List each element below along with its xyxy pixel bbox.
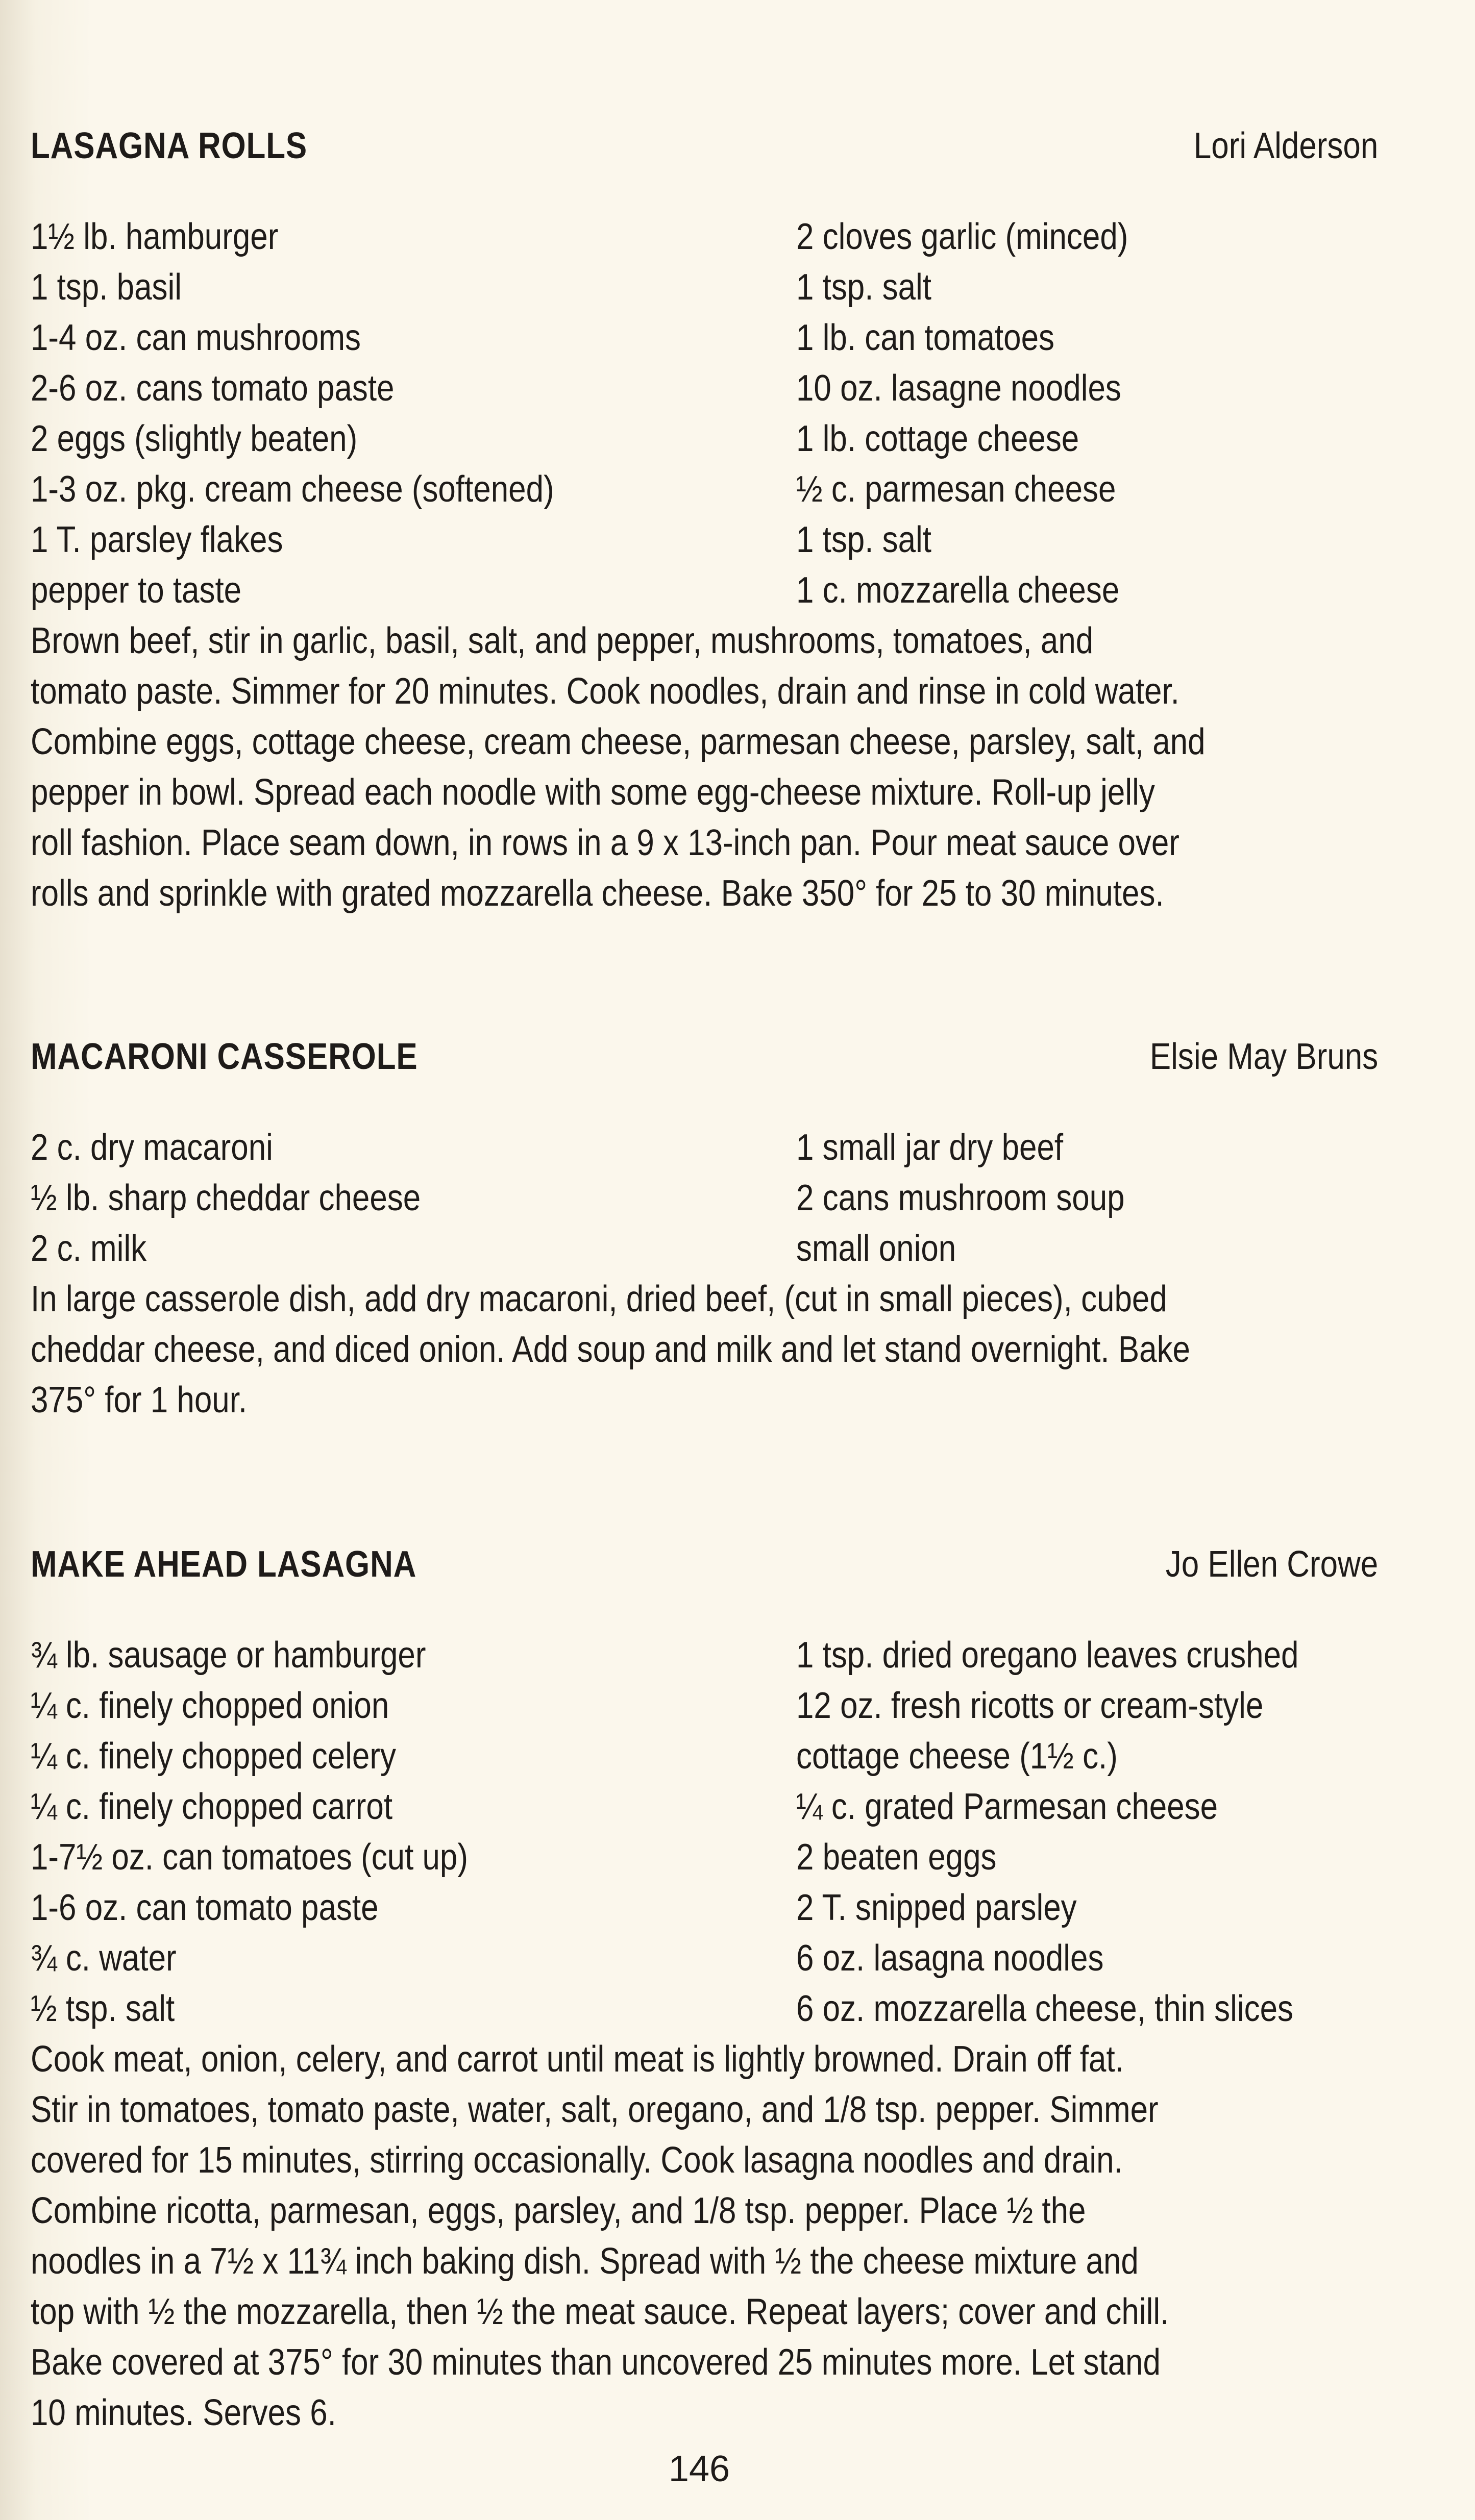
directions-line: Bake covered at 375° for 30 minutes than uncovered 25 minutes more. Let stand — [31, 2342, 1161, 2383]
ingredient-row — [31, 414, 1378, 464]
ingredient-item: 2 cans mushroom soup — [796, 1178, 1125, 1218]
ingredient-list — [31, 1122, 1378, 1274]
ingredient-item: 1 tsp. salt — [796, 267, 932, 308]
ingredient-item: 1 T. parsley flakes — [31, 519, 283, 560]
ingredient-item: 1 lb. cottage cheese — [796, 418, 1079, 459]
recipe-lasagna-rolls — [31, 125, 1378, 919]
directions-line: Cook meat, onion, celery, and carrot until meat is lightly browned. Drain off fat. — [31, 2039, 1124, 2080]
ingredient-row — [31, 212, 1378, 262]
ingredient-row — [31, 1173, 1378, 1224]
ingredient-row — [31, 1832, 1378, 1883]
ingredient-row — [31, 1933, 1378, 1984]
directions-line: pepper in bowl. Spread each noodle with some egg-cheese mixture. Roll-up jelly — [31, 772, 1155, 813]
ingredient-row — [31, 1782, 1378, 1832]
ingredient-item: 1-4 oz. can mushrooms — [31, 317, 361, 358]
directions-line: cheddar cheese, and diced onion. Add soup and milk and let stand overnight. Bake — [31, 1329, 1190, 1370]
ingredient-item: ¼ c. finely chopped carrot — [31, 1786, 393, 1827]
recipe-author: Jo Ellen Crowe — [1165, 1544, 1378, 1585]
ingredient-row — [31, 1731, 1378, 1782]
ingredient-row — [31, 565, 1378, 616]
ingredient-row — [31, 262, 1378, 313]
ingredient-row — [31, 363, 1378, 414]
ingredient-item: 2-6 oz. cans tomato paste — [31, 368, 395, 409]
ingredient-item: 6 oz. lasagna noodles — [796, 1938, 1104, 1979]
directions-line: In large casserole dish, add dry macaroni, dried beef, (cut in small pieces), cubed — [31, 1279, 1167, 1319]
directions-line: tomato paste. Simmer for 20 minutes. Cook noodles, drain and rinse in cold water. — [31, 671, 1179, 712]
ingredient-item: 10 oz. lasagne noodles — [796, 368, 1121, 409]
ingredient-item: 1 small jar dry beef — [796, 1127, 1064, 1168]
ingredient-item: 1½ lb. hamburger — [31, 216, 279, 257]
recipe-make-ahead-lasagna — [31, 1543, 1378, 2438]
ingredient-item: ½ tsp. salt — [31, 1988, 175, 2029]
recipe-header — [31, 125, 1378, 181]
ingredient-item: ½ lb. sharp cheddar cheese — [31, 1178, 421, 1218]
ingredient-row — [31, 1122, 1378, 1173]
recipe-author: Elsie May Bruns — [1149, 1036, 1378, 1077]
ingredient-item: 1 tsp. salt — [796, 519, 932, 560]
recipe-author: Lori Alderson — [1193, 126, 1378, 166]
ingredient-item: 1 lb. can tomatoes — [796, 317, 1054, 358]
ingredient-item: 1-3 oz. pkg. cream cheese (softened) — [31, 469, 554, 510]
directions-line: Stir in tomatoes, tomato paste, water, salt, oregano, and 1/8 tsp. pepper. Simmer — [31, 2089, 1159, 2130]
directions-line: noodles in a 7½ x 11¾ inch baking dish. Spread with ½ the cheese mixture and — [31, 2241, 1139, 2282]
recipe-title: MACARONI CASSEROLE — [31, 1036, 418, 1077]
recipe-title: LASAGNA ROLLS — [31, 126, 308, 166]
ingredient-item: ¼ c. finely chopped celery — [31, 1736, 396, 1777]
ingredient-item: 2 beaten eggs — [796, 1837, 997, 1878]
ingredient-row — [31, 1630, 1378, 1681]
ingredient-item: ¼ c. grated Parmesan cheese — [796, 1786, 1218, 1827]
ingredient-item: 2 eggs (slightly beaten) — [31, 418, 358, 459]
recipe-header — [31, 1036, 1378, 1092]
ingredient-item: 1-6 oz. can tomato paste — [31, 1887, 379, 1928]
directions-line: Combine ricotta, parmesan, eggs, parsley, and 1/8 tsp. pepper. Place ½ the — [31, 2190, 1086, 2231]
ingredient-row — [31, 1984, 1378, 2034]
recipe-directions — [31, 1274, 1378, 1426]
ingredient-item: 2 cloves garlic (minced) — [796, 216, 1128, 257]
recipe-directions — [31, 616, 1378, 919]
ingredient-item: cottage cheese (1½ c.) — [796, 1736, 1118, 1777]
ingredient-item: 2 c. milk — [31, 1228, 147, 1269]
recipe-title: MAKE AHEAD LASAGNA — [31, 1544, 417, 1585]
recipe-header — [31, 1543, 1378, 1600]
ingredient-item: 1 c. mozzarella cheese — [796, 570, 1120, 611]
directions-line: Combine eggs, cottage cheese, cream cheese, parmesan cheese, parsley, salt, and — [31, 721, 1206, 762]
ingredient-row — [31, 515, 1378, 565]
ingredient-list — [31, 212, 1378, 616]
directions-line: roll fashion. Place seam down, in rows in a 9 x 13-inch pan. Pour meat sauce over — [31, 822, 1179, 863]
ingredient-item: ¾ lb. sausage or hamburger — [31, 1635, 426, 1676]
ingredient-item: ¾ c. water — [31, 1938, 177, 1979]
directions-line: 375° for 1 hour. — [31, 1380, 248, 1420]
ingredient-item: 6 oz. mozzarella cheese, thin slices — [796, 1988, 1293, 2029]
ingredient-item: small onion — [796, 1228, 956, 1269]
ingredient-item: 1 tsp. basil — [31, 267, 182, 308]
ingredient-item: ½ c. parmesan cheese — [796, 469, 1116, 510]
directions-line: covered for 15 minutes, stirring occasionally. Cook lasagna noodles and drain. — [31, 2140, 1123, 2181]
ingredient-list — [31, 1630, 1378, 2034]
ingredient-row — [31, 464, 1378, 515]
ingredient-row — [31, 1681, 1378, 1731]
page-number: 146 — [668, 2449, 730, 2489]
ingredient-item: 2 c. dry macaroni — [31, 1127, 273, 1168]
recipe-directions — [31, 2034, 1378, 2438]
directions-line: rolls and sprinkle with grated mozzarella cheese. Bake 350° for 25 to 30 minutes. — [31, 873, 1164, 914]
ingredient-item: 2 T. snipped parsley — [796, 1887, 1077, 1928]
ingredient-row — [31, 313, 1378, 363]
ingredient-item: 1 tsp. dried oregano leaves crushed — [796, 1635, 1299, 1676]
recipe-macaroni-casserole — [31, 1036, 1378, 1426]
ingredient-item: 12 oz. fresh ricotts or cream-style — [796, 1685, 1264, 1726]
directions-line: top with ½ the mozzarella, then ½ the meat sauce. Repeat layers; cover and chill. — [31, 2291, 1169, 2332]
directions-line: 10 minutes. Serves 6. — [31, 2392, 336, 2433]
ingredient-item: 1-7½ oz. can tomatoes (cut up) — [31, 1837, 469, 1878]
directions-line: Brown beef, stir in garlic, basil, salt, and pepper, mushrooms, tomatoes, and — [31, 620, 1094, 661]
ingredient-row — [31, 1224, 1378, 1274]
ingredient-item: ¼ c. finely chopped onion — [31, 1685, 389, 1726]
ingredient-row — [31, 1883, 1378, 1933]
ingredient-item: pepper to taste — [31, 570, 242, 611]
